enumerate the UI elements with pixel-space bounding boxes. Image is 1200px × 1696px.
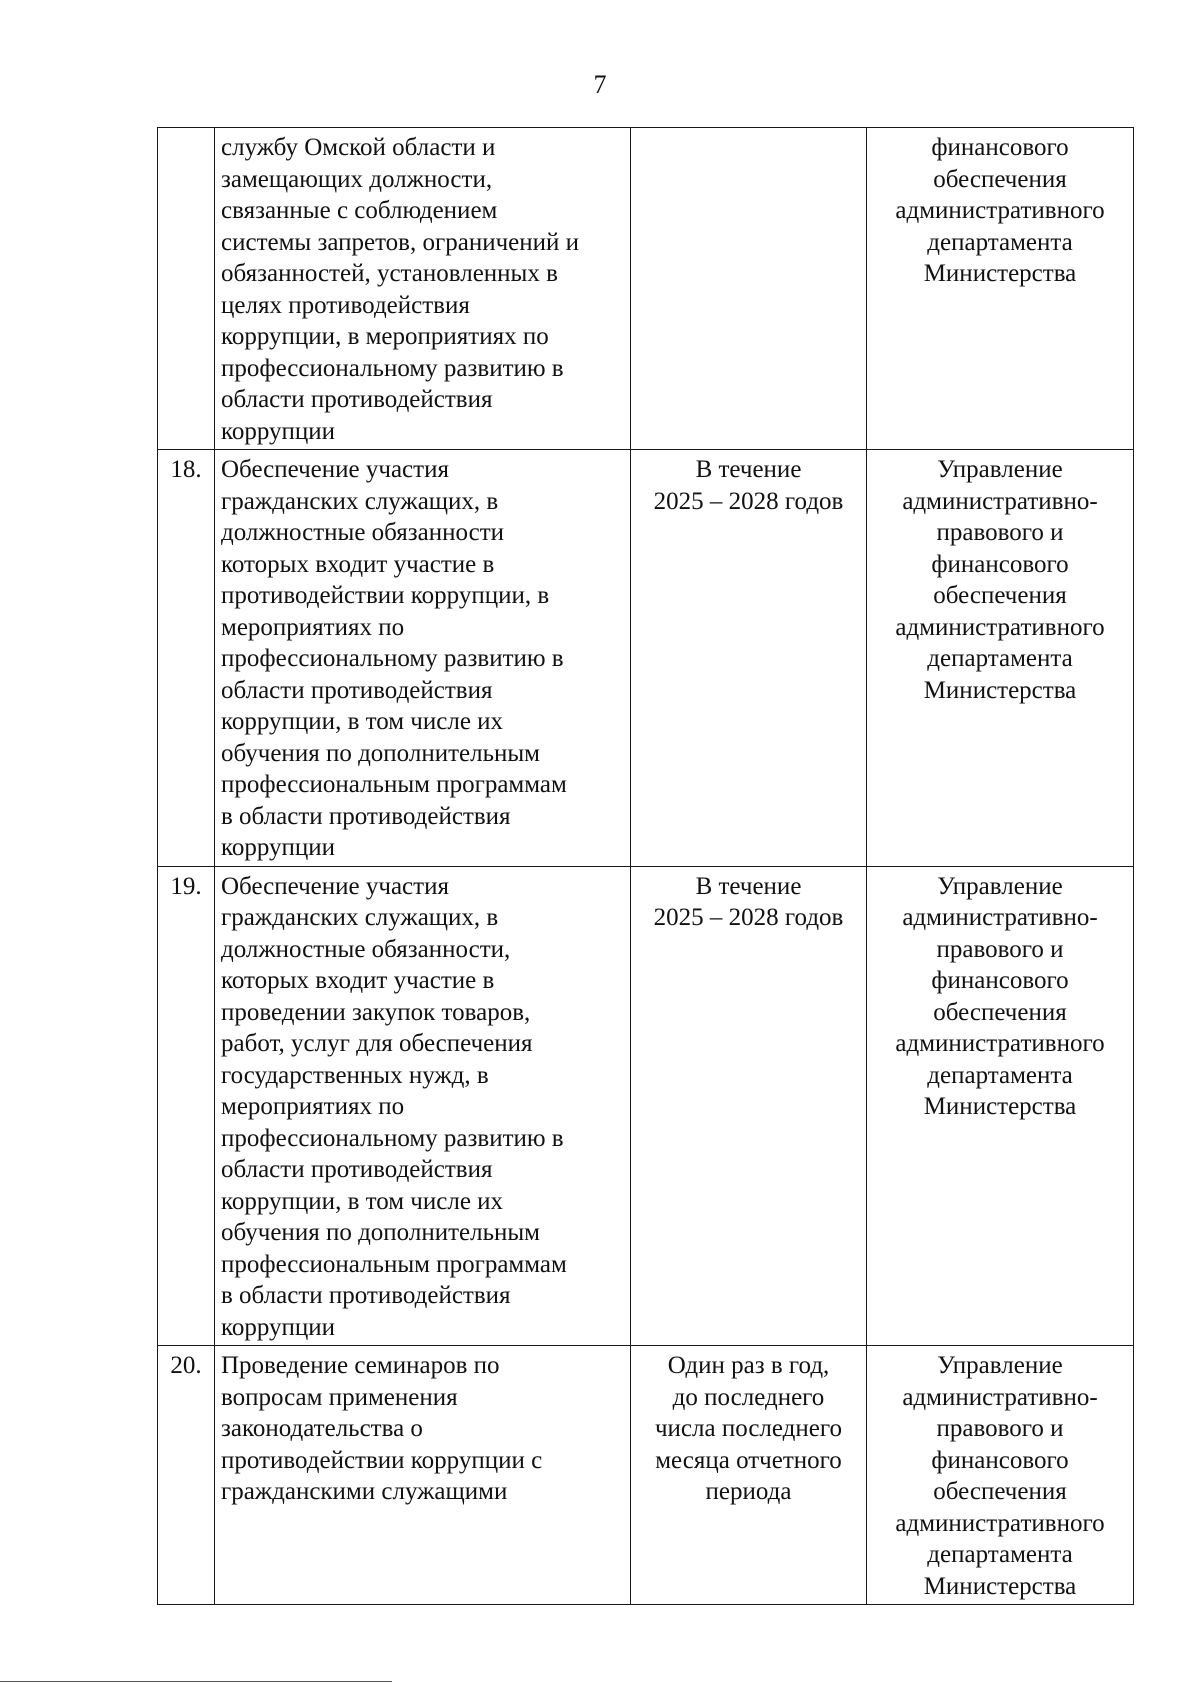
task-line: профессиональным программам	[221, 1250, 567, 1278]
task-line: профессиональному развитию в	[221, 645, 564, 672]
term-line: месяца отчетного	[655, 1446, 842, 1474]
task-line: гражданских служащих, в	[221, 904, 499, 931]
term-cell	[631, 1346, 867, 1605]
responsible-line: административного	[895, 197, 1105, 224]
task-cell	[215, 128, 631, 450]
task-line: мероприятиях по	[221, 613, 405, 641]
task-line: Обеспечение участия	[221, 456, 449, 483]
task-line: обязанностей, установленных в	[221, 260, 558, 287]
responsible-line: департамента	[927, 228, 1073, 256]
task-line: области противодействия	[221, 1156, 493, 1183]
task-line: профессиональному развитию в	[221, 1124, 564, 1152]
task-line: службу Омской области и	[221, 134, 496, 161]
task-line: противодействии коррупции, в	[221, 582, 550, 609]
resp-cell	[867, 128, 1134, 450]
task-line: должностные обязанности,	[221, 935, 511, 963]
task-line: в области противодействия	[221, 802, 511, 830]
responsible-line: административного	[895, 1509, 1105, 1537]
table-row	[158, 450, 1134, 867]
task-line: системы запретов, ограничений и	[221, 228, 580, 256]
term-line: числа последнего	[654, 1415, 843, 1442]
task-line: противодействии коррупции с	[221, 1446, 543, 1474]
term-cell	[631, 866, 867, 1346]
responsible-line: правового и	[936, 935, 1064, 963]
task-line: обучения по дополнительным	[221, 739, 540, 767]
responsible-line: финансового	[931, 550, 1069, 578]
responsible-line: финансового	[931, 1446, 1069, 1474]
task-line: коррупции, в том числе их	[221, 1187, 504, 1215]
responsible-line: Министерства	[923, 1093, 1077, 1120]
row-number-cell	[158, 866, 215, 1346]
responsible-line: департамента	[927, 1541, 1073, 1568]
task-line: которых входит участие в	[221, 550, 495, 578]
resp-cell	[867, 866, 1134, 1346]
responsible-line: обеспечения	[933, 165, 1067, 193]
table-row	[158, 128, 1134, 450]
task-cell	[215, 1346, 631, 1605]
task-line: законодательства о	[221, 1415, 423, 1442]
page-number: 7	[593, 70, 607, 99]
task-line: Обеспечение участия	[221, 872, 449, 900]
table-row	[158, 1346, 1134, 1605]
task-line: гражданских служащих, в	[221, 487, 499, 515]
task-line: гражданскими служащими	[221, 1478, 508, 1505]
task-line: вопросам применения	[221, 1383, 458, 1411]
responsible-line: Министерства	[923, 676, 1077, 704]
responsible-line: Управление	[937, 1352, 1063, 1379]
footer-rule	[0, 1681, 392, 1682]
task-line: профессиональному развитию в	[221, 354, 564, 382]
responsible-line: финансового	[931, 134, 1069, 161]
responsible-line: правового и	[936, 519, 1064, 546]
responsible-line: департамента	[927, 1061, 1073, 1089]
task-line: замещающих должности,	[221, 165, 493, 193]
term-line: периода	[705, 1478, 792, 1505]
task-line: целях противодействия	[221, 291, 470, 319]
responsible-line: обеспечения	[933, 998, 1067, 1026]
task-line: профессиональным программам	[221, 771, 567, 798]
task-line: коррупции	[221, 1313, 336, 1341]
responsible-line: административного	[895, 613, 1105, 641]
term-line: до последнего	[672, 1383, 825, 1411]
table-row	[158, 866, 1134, 1346]
task-line: коррупции, в том числе их	[221, 708, 504, 735]
responsible-line: департамента	[927, 645, 1073, 672]
term-line: Один раз в год,	[667, 1352, 830, 1379]
responsible-line: административно-	[902, 904, 1098, 931]
row-number-cell	[158, 128, 215, 450]
responsible-line: Управление	[937, 456, 1063, 483]
resp-cell	[867, 450, 1134, 867]
responsible-line: административного	[895, 1030, 1105, 1057]
responsible-line: финансового	[931, 967, 1069, 994]
row-number-cell	[158, 450, 215, 867]
measures-table	[157, 127, 1134, 1605]
task-line: коррупции, в мероприятиях по	[221, 323, 549, 350]
task-line: области противодействия	[221, 386, 493, 413]
responsible-line: обеспечения	[933, 582, 1067, 609]
term-cell	[631, 450, 867, 867]
row-number: 20.	[170, 1352, 202, 1379]
task-cell	[215, 866, 631, 1346]
resp-cell	[867, 1346, 1134, 1605]
responsible-line: административно-	[902, 1383, 1098, 1411]
responsible-line: Министерства	[923, 1572, 1077, 1600]
task-cell	[215, 450, 631, 867]
task-line: в области противодействия	[221, 1282, 511, 1309]
task-line: коррупции	[221, 834, 336, 861]
row-number-cell	[158, 1346, 215, 1605]
task-line: должностные обязанности	[221, 519, 505, 546]
task-line: проведении закупок товаров,	[221, 998, 531, 1026]
task-line: государственных нужд, в	[221, 1061, 489, 1089]
task-line: Проведение семинаров по	[221, 1352, 500, 1379]
table-body	[158, 128, 1134, 1605]
task-line: коррупции	[221, 417, 336, 445]
task-line: связанные с соблюдением	[221, 197, 498, 224]
term-line: 2025 – 2028 годов	[653, 904, 844, 931]
responsible-line: административно-	[902, 487, 1098, 515]
responsible-line: обеспечения	[933, 1478, 1067, 1505]
term-cell	[631, 128, 867, 450]
term-line: В течение	[695, 872, 802, 900]
task-line: работ, услуг для обеспечения	[221, 1030, 533, 1057]
task-line: области противодействия	[221, 676, 493, 704]
task-line: которых входит участие в	[221, 967, 495, 994]
row-number: 18.	[170, 456, 202, 483]
responsible-line: Управление	[937, 872, 1063, 900]
row-number: 19.	[170, 872, 202, 900]
task-line: мероприятиях по	[221, 1093, 405, 1120]
term-line: 2025 – 2028 годов	[653, 487, 844, 515]
task-line: обучения по дополнительным	[221, 1219, 540, 1246]
responsible-line: Министерства	[923, 260, 1077, 287]
responsible-line: правового и	[936, 1415, 1064, 1442]
term-line: В течение	[695, 456, 802, 483]
